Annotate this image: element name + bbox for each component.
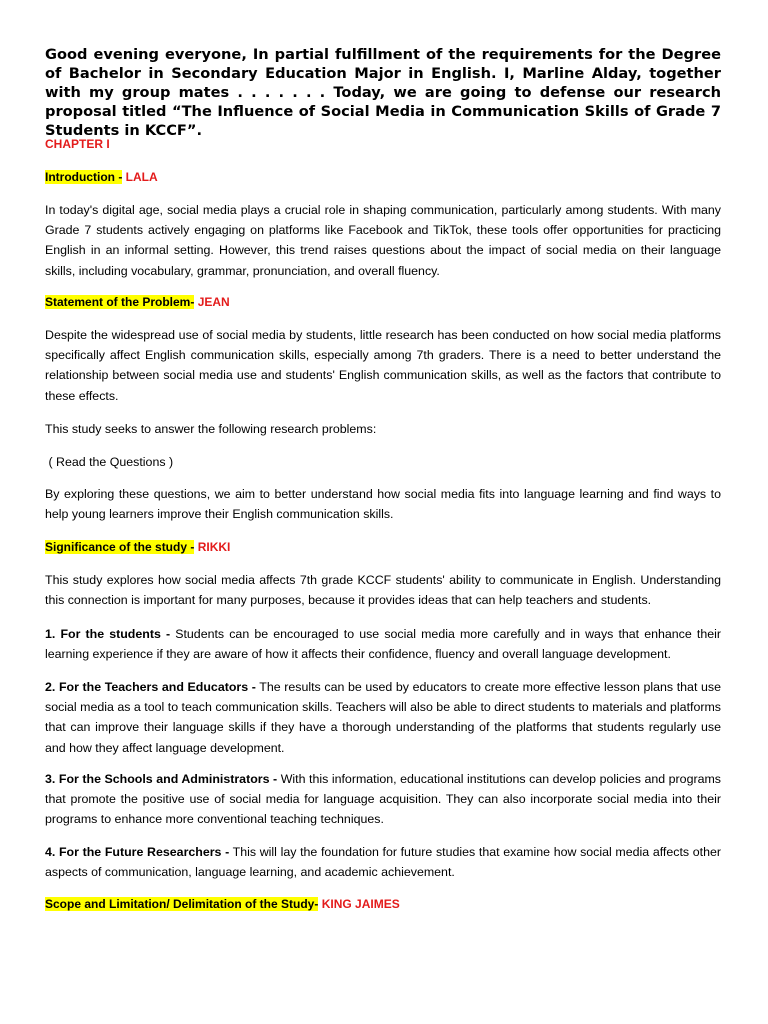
presenter-name: KING JAIMES xyxy=(321,897,400,911)
opening-statement: Good evening everyone, In partial fulfillment of the requirements for the Degree of Bachelor in Secondary Education Major in English. I, Marline Alday, together with my group mates . . . . . . . Today, we are going to defense our research proposal titled “The Influence of Social Media in Communication Skills of Grade 7 Students in KCCF”. xyxy=(45,46,721,139)
introduction-paragraph: In today's digital age, social media plays a crucial role in shaping communication, particularly among students. With many Grade 7 students actively engaging on platforms like Facebook and TikTok, these tools offer opportunities for practicing English in an informal setting. However, this trend raises questions about the impact of social media on their language skills, including vocabulary, grammar, pronunciation, and overall fluency. xyxy=(45,203,721,278)
item-text: The results can be used by educators to create more effective lesson plans that use social media as a tool to teach communication skills. Teachers will also be able to direct students to materials and platforms that can improve their language skills if they have a thorough understanding of the platforms that students regularly use and how they affect language development. xyxy=(45,680,721,755)
significance-item xyxy=(45,769,721,830)
exploring-paragraph: By exploring these questions, we aim to better understand how social media fits into language learning and find ways to help young learners improve their English communication skills. xyxy=(45,487,721,522)
chapter-title: CHAPTER I xyxy=(45,137,110,151)
read-questions-note: ( Read the Questions ) xyxy=(45,455,174,469)
item-label: 4. For the Future Researchers - xyxy=(45,845,230,859)
presenter-name: LALA xyxy=(125,170,158,184)
item-text: With this information, educational institutions can develop policies and programs that promote the positive use of social media for language acquisition. They can also incorporate social media into their programs to enhance more conventional teaching techniques. xyxy=(45,772,721,827)
section-heading-significance xyxy=(45,540,230,554)
document-page xyxy=(45,45,721,911)
heading-label: Introduction - xyxy=(45,170,123,184)
problem-paragraph: Despite the widespread use of social media by students, little research has been conducted on how social media platforms specifically affect English communication skills, especially among 7th graders. There is a need to better understand the relationship between social media use and students' English communication skills, as well as the factors that contribute to these effects. xyxy=(45,328,721,403)
item-text: This will lay the foundation for future studies that examine how social media affects other aspects of communication, language learning, and academic achievement. xyxy=(45,845,721,880)
significance-item xyxy=(45,624,721,664)
section-heading-scope xyxy=(45,897,400,911)
item-text: Students can be encouraged to use social media more carefully and in ways that enhance their learning experience if they are aware of how it affects their confidence, fluency and overall language development. xyxy=(45,627,721,662)
item-label: 2. For the Teachers and Educators - xyxy=(45,680,256,694)
presenter-name: JEAN xyxy=(197,295,230,309)
significance-item xyxy=(45,677,721,758)
presenter-name: RIKKI xyxy=(197,540,231,554)
section-heading-introduction xyxy=(45,170,158,184)
heading-label: Scope and Limitation/ Delimitation of the Study- xyxy=(45,897,319,911)
research-problems-intro: This study seeks to answer the following research problems: xyxy=(45,422,377,436)
significance-paragraph: This study explores how social media affects 7th grade KCCF students' ability to communicate in English. Understanding this connection is important for many purposes, because it provides ideas that can help teachers and students. xyxy=(45,573,721,608)
item-label: 1. For the students - xyxy=(45,627,171,641)
section-heading-problem xyxy=(45,295,230,309)
heading-label: Significance of the study - xyxy=(45,540,195,554)
item-label: 3. For the Schools and Administrators - xyxy=(45,772,278,786)
significance-item xyxy=(45,842,721,882)
heading-label: Statement of the Problem- xyxy=(45,295,195,309)
